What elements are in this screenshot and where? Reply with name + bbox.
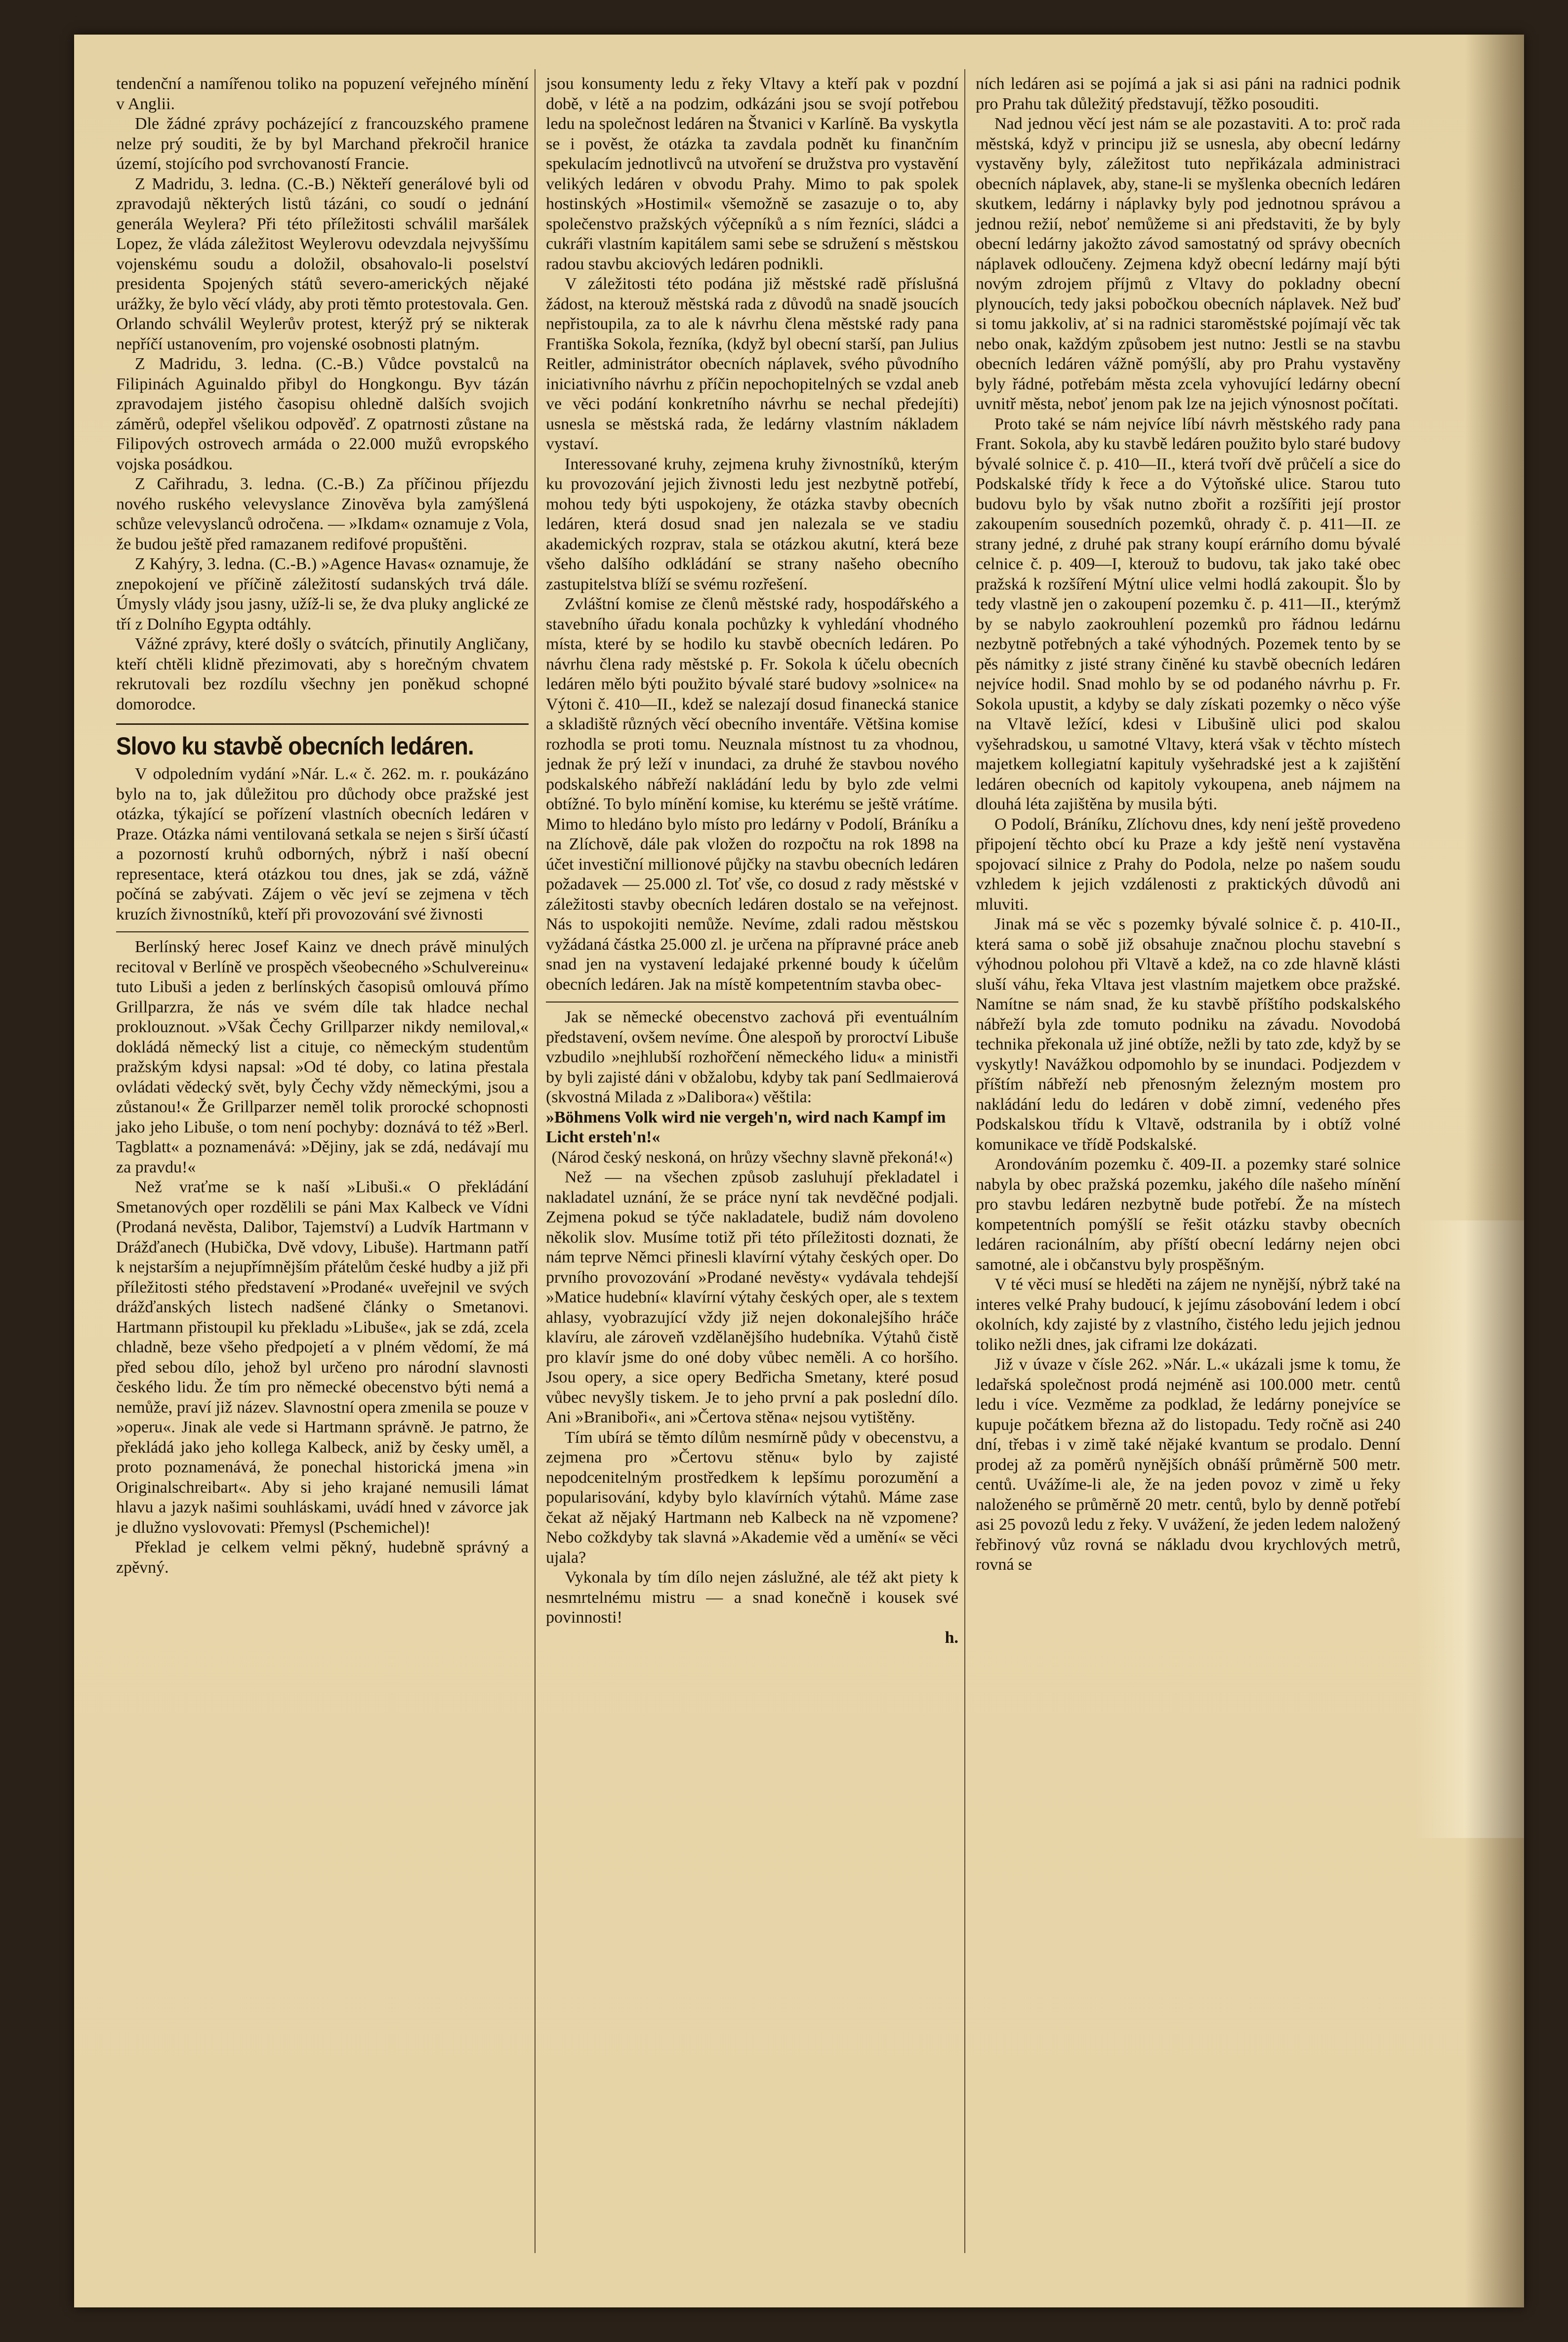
article-continued-2	[976, 74, 1401, 1575]
paragraph: Než vraťme se k naší »Libuši.« O překládání Smetanových oper rozdělili se páni Max Kalbeck ve Vídni (Prodaná nevěsta, Dalibor, Tajemství) a Ludvík Hartmann v Drážďanech (Hubička, Dvě vdovy, Libuše). Hartmann patří k nejstarším a nejupřímnějším přátelům české hudby a již při příležitosti stého představení »Prodané« uveřejnil ve svých drážďanských listech nadšené články o Smetanovi. Hartmann přistoupil ku překladu »Libuše«, jak se zdá, zcela chladně, beze všeho předpojetí a v plném vědomí, že má před sebou dílo, jehož byl určeno pro národní slavnosti českého lidu. Že tím pro německé obecenstvo býti nemá a nemůže, praví již název. Slavnostní opera zmenila se pouze v »operu«. Jinak ale vede si Hartmann správně. Je patrno, že překládá jako jeho kollega Kalbeck, aniž by česky uměl, a proto poznamenává, že ponechal historická jmena »in Originalschreibart«. Aby si jeho krajané nemusili lámat hlavu a jazyk našimi souhláskami, uvádí hned v závorce jak je dlužno vyslovovati: Přemysl (Pschemichel)!	[116, 1178, 529, 1537]
paragraph: Překlad je celkem velmi pěkný, hudebně správný a zpěvný.	[116, 1538, 529, 1577]
paragraph: Z Madridu, 3. ledna. (C.-B.) Vůdce povstalců na Filipinách Aguinaldo přibyl do Hongkongu. Byv tázán zpravodajem jistého časopisu ohledně dalších svojich záměrů, odepřel všelikou odpověď. Z opatrnosti zůstane na Filipových ostrovech armáda o 22.000 mužů evropského vojska posádkou.	[116, 355, 529, 473]
column-divider	[535, 69, 536, 2253]
paragraph: Jak se německé obecenstvo zachová při eventuálním představení, ovšem nevíme. Ône alespoň by proroctví Libuše vzbudilo »nejhlubší rozhořčení německého lidu« a ministři by byli zajisté dáni v obžalobu, kdyby tak paní Sedlmaierová (skvostná Milada z »Dalibora«) věštila:	[546, 1008, 958, 1106]
paragraph: Z Kahýry, 3. ledna. (C.-B.) »Agence Havas« oznamuje, že znepokojení ve příčině záležitostí sudanských trvá dále. Úmysly vlády jsou jasny, užíž-li se, že dva pluky anglické ze tří z Dolního Egypta odtáhly.	[116, 555, 529, 633]
paragraph: O Podolí, Bráníku, Zlíchovu dnes, kdy není ještě provedeno připojení těchto obcí ku Praze a kdy ještě není vystavěna spojovací silnice z Prahy do Podola, nelze po našem soudu vzhledem k jejich vzdálenosti z praktických důvodů ani mluviti.	[976, 815, 1401, 914]
paragraph: V odpoledním vydání »Nár. L.« č. 262. m. r. poukázáno bylo na to, jak důležitou pro důchody obce pražské jest otázka, týkající se pořízení vlastních obecních ledáren v Praze. Otázka námi ventilovaná setkala se nejen s širší účastí a pozorností kruhů odborných, nýbrž i naší obecní representace, která otázkou tou dnes, jak se zdá, vážně počíná se zabývati. Zájem o věc jeví se zejmena v těch kruzích živnostníků, kteří při provozování své živnosti	[116, 765, 529, 923]
feuilleton-continued	[546, 1007, 958, 1108]
paragraph: ních ledáren asi se pojímá a jak si asi páni na radnici podnik pro Prahu tak důležitý představují, těžko posouditi.	[976, 75, 1401, 113]
paragraph: Již v úvaze v čísle 262. »Nár. L.« ukázali jsme k tomu, že ledařská společnost prodá nejméně asi 100.000 metr. centů ledu i více. Vezměme za podklad, že ledárny ponejvíce se kupuje počátkem března až do listopadu. Tedy ročně asi 240 dní, třebas i v zimě také nějaké kvantum se prodalo. Denní prodej až za poměrů nynějších obnáší průměrně 500 metr. centů. Uvážíme-li ale, že na jeden povoz v zimě u řeky naloženého se průměrně 20 metr. centů, bylo by denně potřebí asi 25 povozů ledu z řeky. V uvážení, že jeden ledem naložený řebřinový vůz rovná se nákladu dvou krychlových metrů, rovná se	[976, 1355, 1401, 1574]
article-intro	[116, 764, 529, 924]
feuilleton-divider	[116, 931, 529, 932]
paragraph: Vážné zprávy, které došly o svátcích, přinutily Angličany, kteří chtěli klidně přezimovati, aby s horečným chvatem rekrutovali bez rozdílu všechny jen poněkud schopné domorodce.	[116, 635, 529, 713]
paragraph: jsou konsumenty ledu z řeky Vltavy a kteří pak v pozdní době, v létě a na podzim, odkázáni jsou se svojí potřebou ledu na společnost ledáren na Štvanici v Karlíně. Ba vyskytla se i pověst, že otázka ta zavdala podnět ku finančním spekulacím jednotlivců na utvoření se družstva pro vystavění velikých ledáren v obvodu Prahy. Mimo to pak spolek hostinských »Hostimil« všemožně se zasazuje o to, aby společenstvo pražských výčepníků a s ním řezníci, sládci a cukráři vlastním kapitálem sami sebe se sdružení s městskou radou stavbu akciových ledáren podnikli.	[546, 75, 958, 273]
paragraph: Z Cařihradu, 3. ledna. (C.-B.) Za příčinou příjezdu nového ruského velevyslance Zinověva byla zamýšlená schůze velevyslanců odročena. — »Ikdam« oznamuje z Vola, že budou ještě před ramazanem redifové propuštěni.	[116, 475, 529, 553]
paragraph: Proto také se nám nejvíce líbí návrh městského rady pana Frant. Sokola, aby ku stavbě ledáren použito bylo staré budovy bývalé solnice č. p. 410—II., která tvoří dvě průčelí a sice do Podskalské třídy k řece a do Výtoňské ulice. Starou tuto budovu bylo by však nutno zbořit a rozšířiti její prostor zakoupením sousedních pozemků, ohrady č. p. 411—II. ze strany jedné, z druhé pak strany koupí erárního domu bývalé celnice č. p. 409—I, kterouž to budovu, tak jako také obec pražská k rozšíření Mýtní ulice velmi hodlá zakoupit. Šlo by tedy vlastně jen o zakoupení pozemku č. p. 411—II., kterýmž by se nabylo zaokrouhlení pozemků pro řádnou ledárnu nezbytně potřebných a také výhodných. Pozemek tento by se pěs námitky z jisté strany činěné ku stavbě obecních ledáren nejvíce hodil. Snad mohlo by se od podaného návrhu p. Fr. Sokola upustit, a kdyby se daly získati pozemky o něco výše na Vltavě ležící, kdesi v Libušině ulici pod skalou vyšehradskou, u samotné Vltavy, která však v těchto místech majetkem kollegiatní kapituly vyšehradské jest a k zajištění ledáren obecních od kapitoly vykoupena, aneb nájmem na dlouhá léta zajištěna by musila býti.	[976, 415, 1401, 813]
page-shadow	[1465, 35, 1524, 2307]
paragraph: Dle žádné zprávy pocházející z francouzského pramene nelze prý souditi, že by byl Marchand překročil hranice území, stojícího pod svrchovaností Francie.	[116, 115, 529, 173]
author-signature: h.	[945, 1628, 958, 1647]
paragraph: Berlínský herec Josef Kainz ve dnech právě minulých recitoval v Berlíně ve prospěch všeobecného »Schulvereinu« tuto Libuši a jeden z berlínských časopisů omlouvá přímo Grillparzra, že nás ve svém díle tak hladce nechal proklouznout. »Však Čechy Grillparzer nikdy nemiloval,« dokládá německý list a cituje, co německým studentům pražským kdysi napsal: »Od té doby, co latina přestala ovládati vědecký svět, byly Čechy vždy německými, jsou a zůstanou!« Že Grillparzer neměl tolik prorocké schopnosti jako jeho Libuše, o tom není pochyby: doznává to též »Berl. Tagblatt« a poznamenává: »Dějiny, jak se zdá, nedávají mu za pravdu!«	[116, 938, 529, 1176]
section-divider	[116, 723, 529, 725]
paragraph: Nad jednou věcí jest nám se ale pozastaviti. A to: proč rada městská, když v principu již se usnesla, aby obecní ledárny vystavěny byly, záležitost tuto nepřikázala administraci obecních náplavek, aby, stane-li se myšlenka obecních ledáren skutkem, ledárny i náplavky byly pod jednotnou správou a jednou režií, neboť nemůžeme si ani představiti, že by byly obecní ledárny jakožto závod samostatný od správy obecních náplavek odloučeny. Zejmena když obecní ledárny mají býti novým zdrojem příjmů z Vltavy do pokladny obecní plynoucích, tedy jaksi pobočkou obecních náplavek. Než buď si tomu jakkoliv, ať si na radnici staroměstské pojímají věc tak nebo onak, každým způsobem jest nutno: Jestli se na stavbu obecních ledáren vážně pomýšlí, aby pro Prahu vystavěny byly řádné, potřebám města zcela vyhovující ledárny obecní uvnitř města, neboť jenom pak lze na jejich výnosnost počítati.	[976, 115, 1401, 413]
paragraph: Z Madridu, 3. ledna. (C.-B.) Někteří generálové byli od zpravodajů některých listů tázáni, co soudí o jednání generála Weylera? Při této příležitosti schválil maršálek Lopez, že vláda záležitost Weylerovu odevzdala nejvyššímu vojenskému soudu a doložil, obsahovalo-li poselství presidenta Spojených států severo-amerických nějaké urážky, že bylo věcí vlády, aby proti těmto protestovala. Gen. Orlando schválil Weylerův protest, kterýž prý se nikterak nepříčí ustanovením, pro vojenské osobnosti platným.	[116, 174, 529, 353]
feuilleton-divider	[546, 1002, 958, 1003]
newspaper-page	[74, 35, 1524, 2307]
paragraph: tendenční a namířenou toliko na popuzení veřejného mínění v Anglii.	[116, 75, 529, 113]
feuilleton-text	[116, 937, 529, 1578]
column-1	[116, 74, 529, 1578]
paragraph: Zvláštní komise ze členů městské rady, hospodářského a stavebního úřadu konala pochůzky k vyhledání vhodného místa, které by se hodilo ku stavbě obecních ledáren. Po návrhu člena rady městské p. Fr. Sokola k účelu obecních ledáren mělo býti použito bývalé staré budovy »solnice« na Výtoni č. 410—II., kdež se nalezají dosud finanecká stanice a skladiště různých věcí obecního inventáře. Většina komise rozhodla se proti tomu. Neuznala místnost tu za vhodnou, jednak že prý leží v inundaci, za druhé že stavbou nového podskalského nábřeží nakládání ledu by bylo zde velmi obtížné. To bylo mínění komise, ku kterému se ještě vrátíme. Mimo to hledáno bylo místo pro ledárny v Podolí, Bráníku a na Zlíchově, dále pak vložen do rozpočtu na rok 1898 na účet investiční millionové půjčky na stavbu obecních ledáren požadavek — 25.000 zl. Toť vše, co dosud z rady městské v záležitosti stavby obecních ledáren dostalo se na veřejnost. Nás to uspokojiti nemůže. Nevíme, zdali radou městskou vyžádaná částka 25.000 zl. je určena na přípravné práce aneb snad jen na vystavení ledajaké prkenné boudy k účelům obecních ledáren. Jak na místě kompetentním stavba obec-	[546, 595, 958, 994]
feuilleton-end	[546, 1168, 958, 1628]
paragraph: Interessované kruhy, zejmena kruhy živnostníků, kterým ku provozování jejich živnosti ledu jest nezbytně potřebí, mohou tedy býti uspokojeny, že otázka stavby obecních ledáren, která dosud snad jen nalezala se ve stadiu akademických rozprav, stala se otázkou akutní, která beze všeho dalšího odkládání se strany našeho obecního zastupitelstva blíží se svému rozřešení.	[546, 455, 958, 593]
article-headline: Slovo ku stavbě obecních ledáren.	[116, 732, 474, 760]
column-2	[546, 74, 958, 1648]
paragraph: Jinak má se věc s pozemky bývalé solnice č. p. 410-II., která sama o sobě již obsahuje značnou plochu stavební s výhodnou polohou při Vltavě a kdež, na co zde hlavně klásti sluší váhu, řeka Vltava jest vlastním majetkem obce pražské. Namítne se nám snad, že ku stavbě příštího podskalského nábřeží byla zde tomuto podniku na závadu. Novodobá technika překonala už jiné obtíže, nežli by tato zde, když by se vyskytly! Navážkou odpomohlo by se inundaci. Podjezdem v příštím nábřeží neb přenosným železným mostem pro nakládání ledu do ledáren v době zimní, vedeného přes Podskalskou třídu k Vltavě, odstranila by i obtíž volné komunikace ve třídě Podskalské.	[976, 915, 1401, 1154]
paragraph: Arondováním pozemku č. 409-II. a pozemky staré solnice nabyla by obec pražská pozemku, jakého díle našeho mínění pro stavbu ledáren nezbytně bude potřebí. Že na místech kompetentních pomýšlí se řešit otázku stavby obecních ledáren racionálním, aby příští obecní ledárny nejen obci samotné, ale i občanstvu byly prospěšným.	[976, 1155, 1401, 1274]
article-continued	[546, 74, 958, 995]
paragraph: Tím ubírá se těmto dílům nesmírně půdy v obecenstvu, a zejmena pro »Čertovu stěnu« bylo by zajisté nepodcenitelným prostředkem k lepšímu porozumění a popularisování, kdyby bylo klavírních výtahů. Máme zase čekat až nějaký Hartmann neb Kalbeck na ně vzpomene? Nebo cožkdyby tak slavná »Akademie věd a umění« se věci ujala?	[546, 1428, 958, 1567]
paragraph: Vykonala by tím dílo nejen záslužné, ale též akt piety k nesmrtelnému mistru — a snad konečně i kousek své povinnosti!	[546, 1568, 958, 1627]
column-3	[976, 74, 1401, 1575]
news-section	[116, 74, 529, 714]
czech-quote: (Národ český neskoná, on hrůzy všechny slavně překoná!«)	[551, 1148, 953, 1167]
paragraph: Než — na všechen způsob zasluhují překladatel i nakladatel uznání, že se práce nyní tak nevděčné podjali. Zejmena pokud se týče nakladatele, budiž nám dovoleno několik slov. Musíme totiž při této příležitosti doznati, že nám teprve Němci přinesli klavírní výtahy českých oper. Do prvního provozování »Prodané nevěsty« vydávala tehdejší »Matice hudební« klavírní výtahy českých oper, ale s textem ahlasy, vyobrazující vždy již nejen dokonalejšího hráče klavíru, ale zároveň vzdělanějšího hudebníka. Výtahů čistě pro klavír jsme do oné doby vůbec neměli. A co horšího. Jsou opery, a sice opery Bedřicha Smetany, které posud vůbec nevyšly tiskem. Je to jeho první a pak poslední dílo. Ani »Braniboři«, ani »Čertova stěna« nejsou vytištěny.	[546, 1168, 958, 1426]
column-divider	[964, 69, 965, 2253]
paragraph: V té věci musí se hleděti na zájem ne nynější, nýbrž také na interes velké Prahy budoucí, k jejímu zásobování ledem i obcí okolních, kdy zajisté by z vlastního, čistého ledu jejich jednou toliko nežli dnes, jak ciframi lze dokázati.	[976, 1275, 1401, 1354]
paragraph: V záležitosti této podána již městské radě příslušná žádost, na kterouž městská rada z důvodů na snadě jsoucích nepřistoupila, za to ale k návrhu člena městské rady pana Františka Sokola, řezníka, (když byl obecní starší, pan Julius Reitler, administrátor obecních náplavek, svého původního iniciativního návrhu z příčin nepochopitelných se vzdal aneb ve věci podání konkretního návrhu se nechal předejíti) usnesla se městská rada, že ledárny vlastním nákladem vystaví.	[546, 275, 958, 453]
german-quote: »Böhmens Volk wird nie vergeh'n, wird nach Kampf im Licht ersteh'n!«	[546, 1108, 946, 1146]
